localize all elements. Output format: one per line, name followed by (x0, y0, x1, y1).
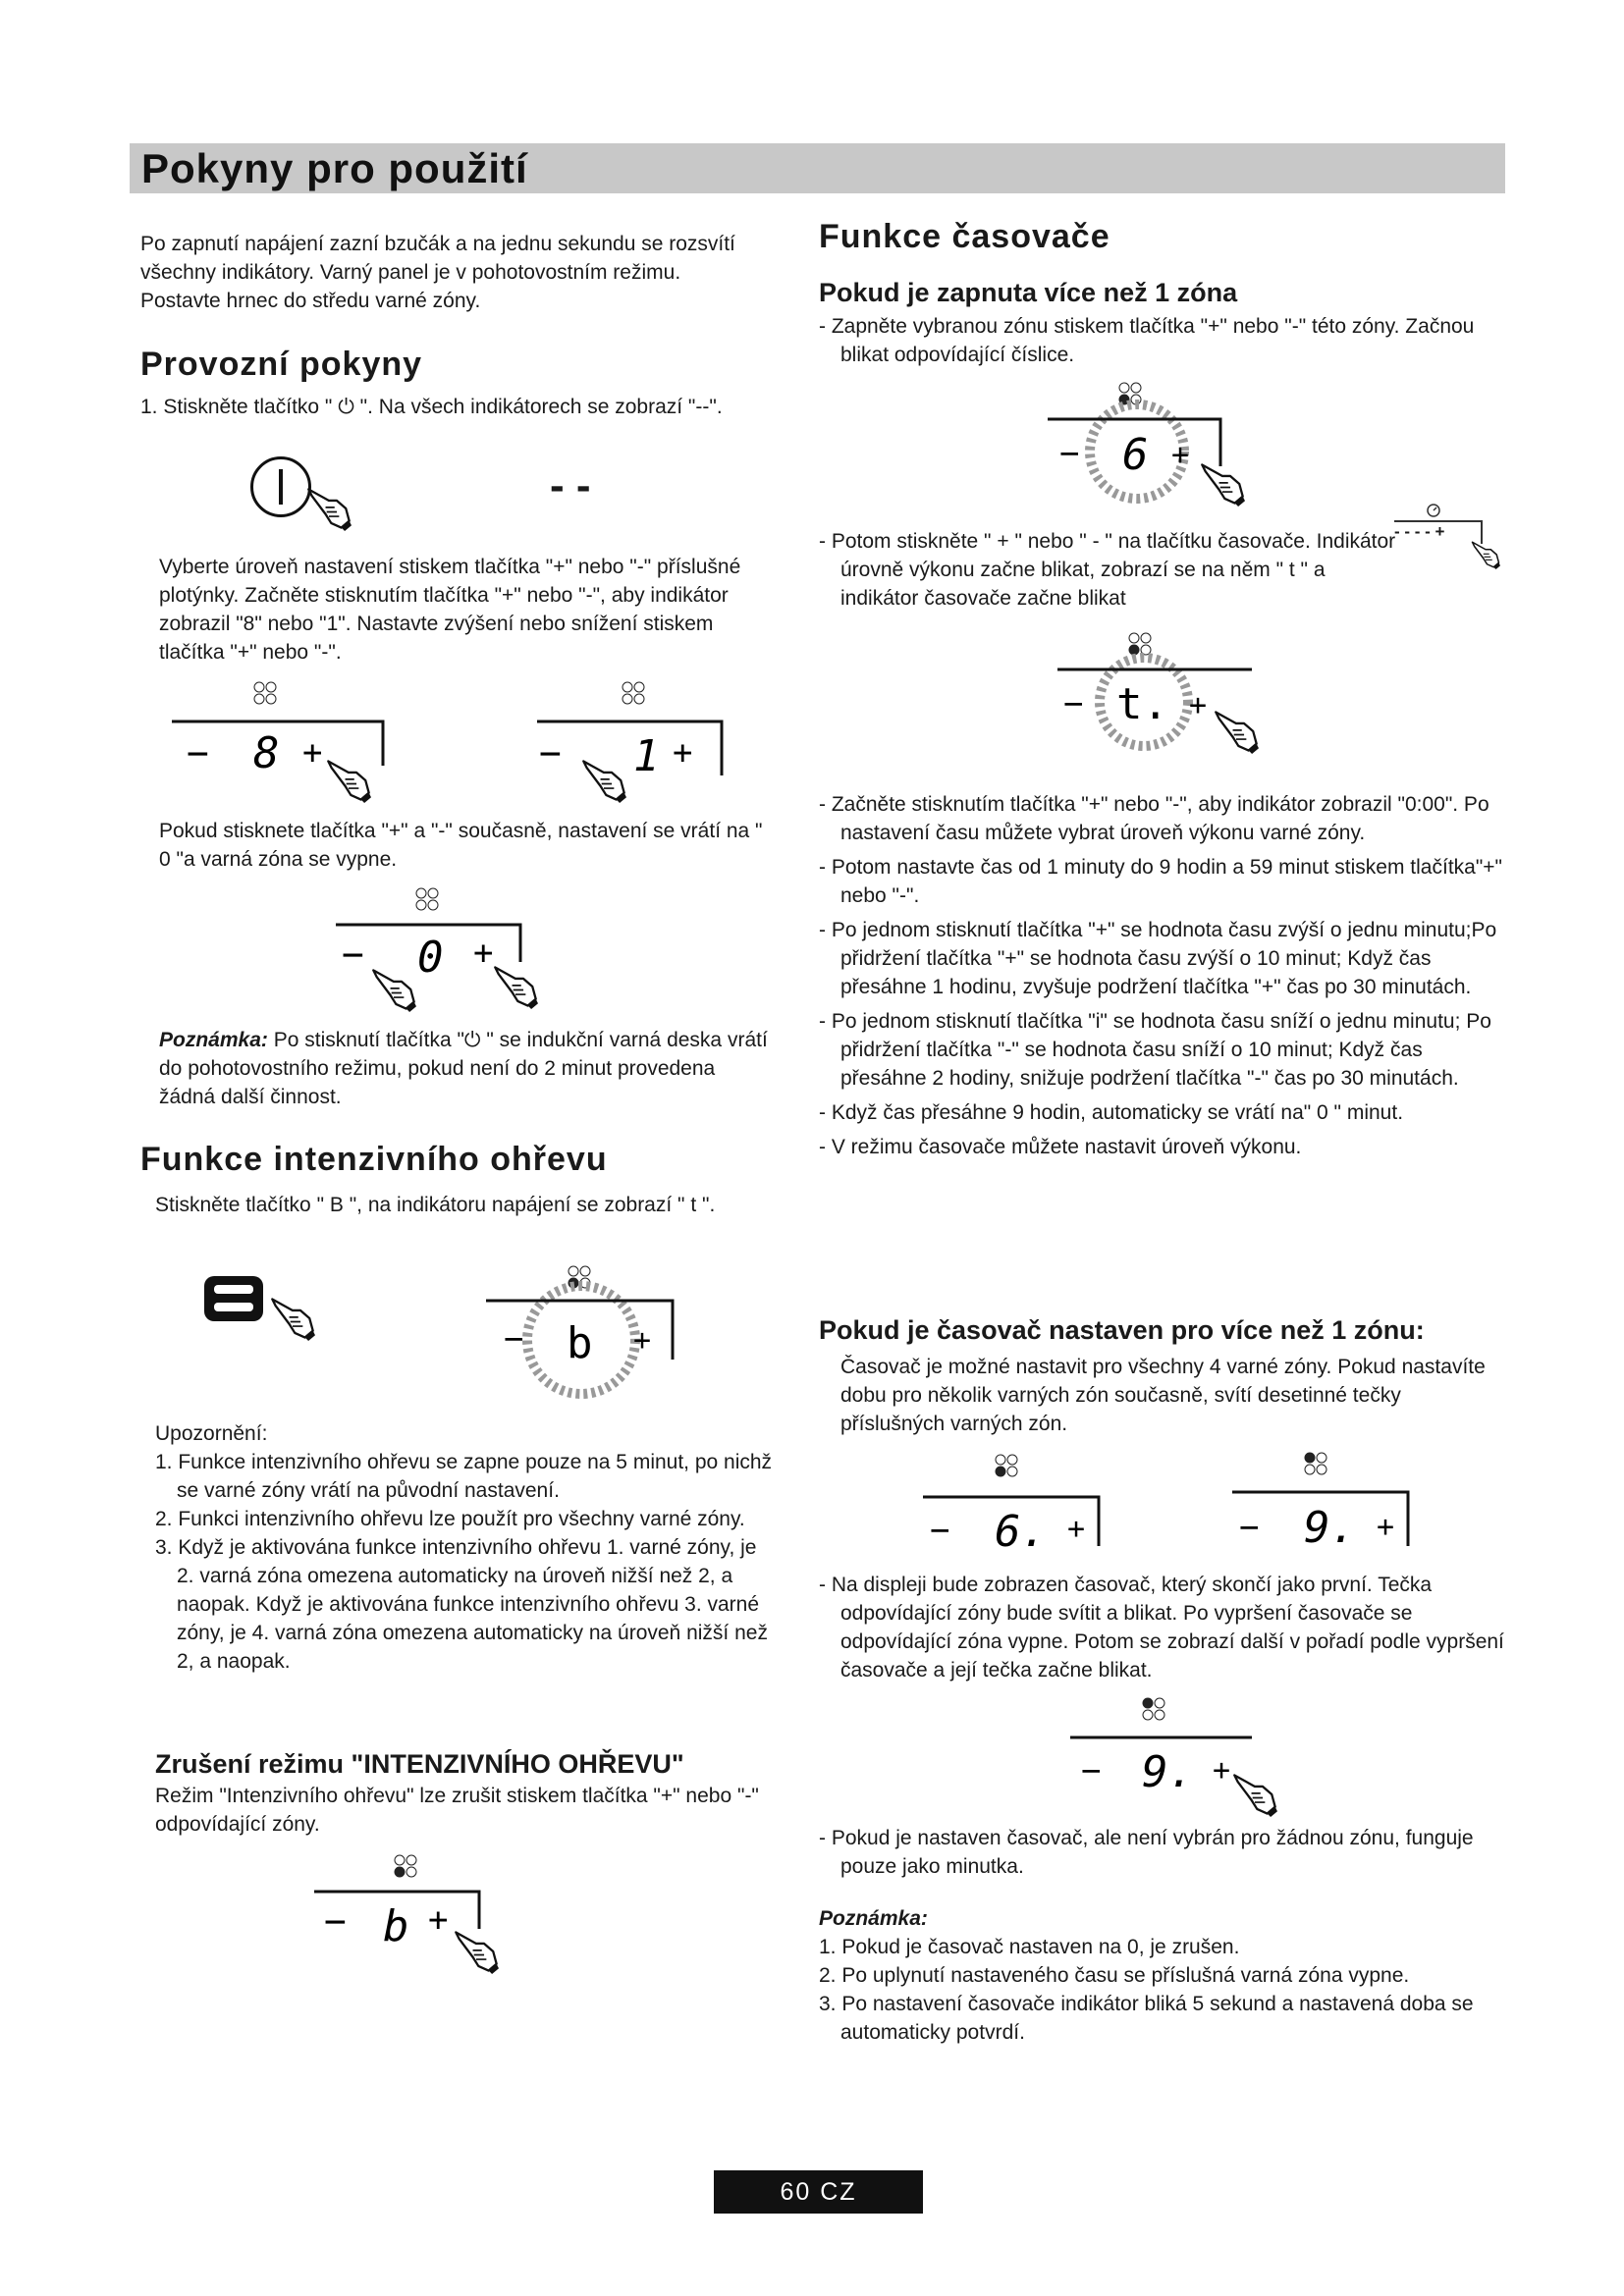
timer-bullet: - Začněte stisknutím tlačítka "+" nebo "-", aby indikátor zobrazil "0:00". Po nastavení času můžete vybrat úroveň výkonu varné zóny. (819, 793, 1489, 844)
hand-pointer-icon (270, 1296, 315, 1341)
level-digit: 6 (1122, 430, 1149, 480)
timer-mini-display: - - - - + (1394, 520, 1483, 544)
plus-label: + (1189, 688, 1208, 722)
warning-item: 3. Když je aktivována funkce intenzivního ohřevu 1. varné zóny, je 2. varná zóna omezena automaticky na úroveň nižší než 2, a naopak. Když je aktivována funkce intenzivního ohřevu 3. varné zóny, je 4. varná zóna omezena automaticky na úroveň nižší než 2, a naopak. (155, 1536, 768, 1673)
hand-pointer-icon (1471, 540, 1500, 569)
level-digit: t. (1116, 679, 1168, 729)
hand-pointer-icon (1232, 1772, 1277, 1817)
cancel-boost-title: Zrušení režimu "INTENZIVNÍHO OHŘEVU" (155, 1749, 684, 1779)
warnings (155, 1419, 774, 1676)
section-title-provozni: Provozní pokyny (140, 346, 423, 383)
intro-line: Postavte hrnec do středu varné zóny. (140, 290, 481, 312)
dash-display: - - (550, 461, 591, 509)
boost-text: Stiskněte tlačítko " B ", na indikátoru napájení se zobrazí " t ". (155, 1194, 716, 1216)
level-digit: 6. (995, 1507, 1047, 1557)
level-digit: 0 (417, 933, 444, 983)
hand-pointer-icon (306, 486, 352, 531)
plus-label: + (633, 1323, 652, 1358)
timer-bullet: - Na displeji bude zobrazen časovač, který skončí jako první. Tečka odpovídající zóny bude svítit a blikat. Po vypršení časovače se odpovídající zóna vypne. Potom se zobrazí další v pořadí podle vypršení časovače a její tečka začne blikat. (819, 1574, 1504, 1682)
section-title-boost: Funkce intenzivního ohřevu (140, 1141, 608, 1178)
zone-dots-icon (395, 1855, 416, 1877)
minus-label: − (930, 1511, 950, 1550)
hand-pointer-icon (1214, 709, 1259, 754)
zone-dots-icon (1143, 1698, 1164, 1720)
note-item: 2. Po uplynutí nastaveného času se příslušná varná zóna vypne. (819, 1964, 1410, 1987)
timer-bullet: - Po jednom stisknutí tlačítka "+" se hodnota času zvýší o jednu minutu;Po přidržení tlačítka "+" se hodnota času zvýší o 10 minut; Když čas přesáhne 1 hodinu, zvyšuje podržení tlačítka "+" čas po 30 minutách. (819, 919, 1497, 998)
note-label: Poznámka: (819, 1907, 928, 1930)
reset-text: Pokud stisknete tlačítka "+" a "-" současně, nastavení se vrátí na " 0 "a varná zóna se vypne. (159, 820, 763, 871)
note-standby (159, 1026, 768, 1111)
intro-line: Po zapnutí napájení zazní bzučák a na jednu sekundu se rozsvítí všechny indikátory. Varný panel je v pohotovostním režimu. (140, 233, 735, 284)
boost-button-icon (204, 1276, 263, 1321)
hand-pointer-icon (1200, 461, 1245, 507)
zone-dots-icon (416, 888, 438, 910)
minus-label: − (504, 1319, 524, 1359)
minus-label: − (1081, 1751, 1102, 1790)
zone-panel-6dot (918, 1448, 1114, 1566)
hand-pointer-icon (581, 758, 626, 803)
warning-label: Upozornění: (155, 1422, 268, 1445)
timer-bullet: - Po jednom stisknutí tlačítka "i" se hodnota času sníží o jednu minutu; Po přidržení tlačítka "-" se hodnota času sníží o 10 minut; Když čas přesáhne 2 hodiny, snižuje podržení tlačítka "-" čas po 30 minutách. (819, 1010, 1491, 1090)
hand-pointer-icon (454, 1929, 499, 1974)
level-digit: 1 (633, 731, 660, 781)
level-digit: b (567, 1318, 593, 1368)
zone-dots-icon (996, 1455, 1017, 1476)
plus-label: + (428, 1900, 449, 1940)
minus-label: − (342, 933, 364, 976)
section-title-timer: Funkce časovače (819, 218, 1110, 255)
zone-dots-icon (254, 682, 276, 704)
subtitle-multi-timer: Pokud je časovač nastaven pro více než 1 zónu: (819, 1315, 1425, 1345)
level-digit: 8 (253, 728, 280, 778)
subtitle-multi-zone: Pokud je zapnuta více než 1 zóna (819, 278, 1238, 307)
timer-bullet: - Pokud je nastaven časovač, ale není vybrán pro žádnou zónu, funguje pouze jako minutka. (819, 1827, 1474, 1878)
plus-label: + (1377, 1510, 1395, 1544)
step-1-text: 1. Stiskněte tlačítko " ⏻ ". Na všech indikátorech se zobrazí "--". (140, 396, 723, 418)
cancel-boost-text: Režim "Intenzivního ohřevu" lze zrušit stiskem tlačítka "+" nebo "-" odpovídající zóny. (155, 1785, 759, 1836)
timer-bullet: - Potom nastavte čas od 1 minuty do 9 hodin a 59 minut stiskem tlačítka"+" nebo "-". (819, 856, 1503, 907)
zone-panel-1 (535, 677, 731, 795)
plus-label: + (1067, 1512, 1086, 1546)
level-digit: 9. (1304, 1503, 1356, 1553)
note-label: Poznámka: (159, 1029, 268, 1051)
warning-item: 2. Funkci intenzivního ohřevu lze použít pro všechny varné zóny. (155, 1508, 745, 1530)
minus-label: − (539, 731, 562, 774)
select-level-text: Vyberte úroveň nastavení stiskem tlačítka "+" nebo "-" příslušné plotýnky. Začněte stisknutím tlačítka "+" nebo "-", aby indikátor zobrazil "8" nebo "1". Nastavte zvýšení nebo snížení stiskem tlačítka "+" nebo "-". (159, 556, 741, 664)
clock-icon (1426, 503, 1441, 518)
timer-bullet: - Když čas přesáhne 9 hodin, automaticky se vrátí na" 0 " minut. (819, 1101, 1404, 1124)
timer-bullet: - Potom stiskněte " + " nebo " - " na tlačítku časovače. Indikátor úrovně výkonu začne blikat, zobrazí se na něm " t " a indikátor časovače začne blikat (819, 530, 1396, 610)
plus-label: + (473, 934, 494, 973)
minus-label: − (1059, 434, 1080, 473)
minus-label: − (187, 731, 209, 774)
plus-label: + (302, 733, 323, 773)
minus-label: − (1239, 1508, 1260, 1547)
plus-label: + (1213, 1753, 1231, 1788)
multi-timer-text: Časovač je možné nastavit pro všechny 4 varné zóny. Pokud nastavíte dobu pro několik varných zón současně, svítí desetinné tečky příslušných varných zón. (840, 1356, 1486, 1435)
zone-dots-icon (1305, 1453, 1326, 1474)
zone-panel-boost (486, 1261, 682, 1409)
minus-label: − (324, 1899, 347, 1943)
power-button-icon (250, 456, 311, 517)
page-number: 60 CZ (714, 2170, 923, 2214)
level-digit: 9. (1142, 1747, 1194, 1797)
timer-bullet: - Zapněte vybranou zónu stiskem tlačítka "+" nebo "-" této zóny. Začnou blikat odpovídající číslice. (819, 315, 1475, 366)
zone-panel-9dot (1227, 1448, 1424, 1566)
minus-label: − (1063, 684, 1084, 723)
page-header-bar (130, 143, 1505, 193)
zone-dots-icon (1129, 633, 1151, 655)
intro-text (140, 230, 769, 315)
timer-notes (819, 1904, 1506, 2047)
zone-dots-icon (623, 682, 644, 704)
plus-label: + (1171, 438, 1190, 472)
plus-label: + (673, 733, 693, 773)
timer-bullets (819, 790, 1506, 1167)
hand-pointer-icon (493, 964, 538, 1009)
note-item: 1. Pokud je časovač nastaven na 0, je zrušen. (819, 1936, 1240, 1958)
hand-pointer-icon (326, 758, 371, 803)
note-text: Po stisknutí tlačítka "⏻ " se indukční varná deska vrátí do pohotovostního režimu, pokud není do 2 minut provedena žádná další činnost. (159, 1029, 768, 1108)
level-digit: b (383, 1901, 409, 1951)
note-item: 3. Po nastavení časovače indikátor bliká 5 sekund a nastavená doba se automaticky potvrdí. (819, 1993, 1474, 2044)
warning-item: 1. Funkce intenzivního ohřevu se zapne pouze na 5 minut, po nichž se varné zóny vrátí na původní nastavení. (155, 1451, 773, 1502)
page-title: Pokyny pro použití (141, 145, 528, 191)
hand-pointer-icon (371, 967, 416, 1012)
timer-bullet: - V režimu časovače můžete nastavit úroveň výkonu. (819, 1136, 1302, 1158)
